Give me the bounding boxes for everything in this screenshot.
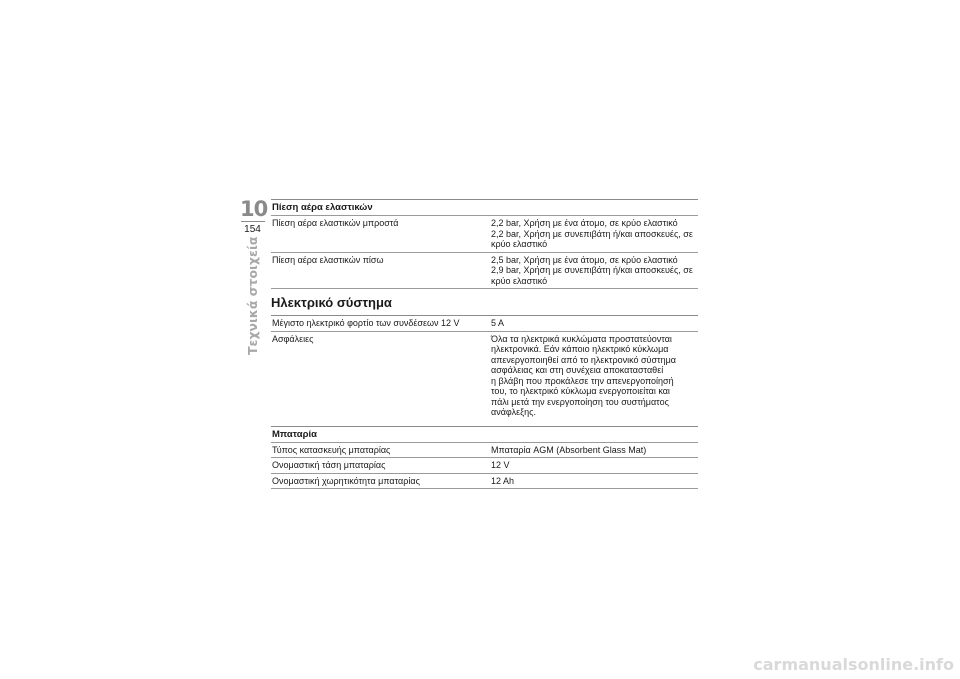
row-value [491,218,698,250]
row-label: Τύπος κατασκευής μπαταρίας [272,444,391,455]
table-row [271,443,698,458]
value-line: Όλα τα ηλεκτρικά κυκλώματα προστατεύονται [491,333,672,344]
page-number: 154 [244,224,261,235]
row-label: Πίεση αέρα ελαστικών πίσω [272,254,384,265]
table-row [271,332,698,420]
value-line: Μπαταρία AGM (Absorbent Glass Mat) [491,444,647,455]
value-line: του, το ηλεκτρικό κύκλωμα ενεργοποιείται και [491,386,670,396]
value-line: 2,2 bar, Χρήση με συνεπιβάτη ή/και αποσκευές, σε [491,228,693,239]
row-value [491,318,698,329]
chapter-side-title: Τεχνικά στοιχεία [245,236,260,355]
spec-content [271,199,698,489]
table-row [271,216,698,252]
row-label: Ασφάλειες [272,333,314,344]
value-line: 5 A [491,318,505,328]
value-line: 12 Ah [491,475,515,486]
row-label: Ονομαστική τάση μπαταρίας [272,460,386,470]
row-value [491,445,698,456]
table-row [271,316,698,331]
row-label: Μέγιστο ηλεκτρικό φορτίο των συνδέσεων 12 V [272,318,460,328]
site-watermark: carmanualsonline.info [753,655,954,674]
value-line: η βλάβη που προκάλεσε την απενεργοποίησή [491,375,674,386]
value-line: απενεργοποιηθεί από το ηλεκτρονικό σύστημα [491,354,676,365]
table-row [271,253,698,289]
value-line: 2,2 bar, Χρήση με ένα άτομο, σε κρύο ελαστικό [491,218,678,228]
value-line: κρύο ελαστικό [491,239,548,249]
row-value [491,476,698,487]
row-value [491,334,698,418]
value-line: ανάφλεξης. [491,407,536,417]
table-row [271,474,698,489]
value-line: 12 V [491,460,510,470]
chapter-number: 10 [240,197,268,221]
value-line: πάλι μετά την ενεργοποίηση του συστήματος [491,396,669,407]
value-line: ασφάλειας και στη συνέχεια αποκατασταθεί [491,365,664,375]
row-value [491,460,698,471]
table-rule [271,488,698,489]
row-label: Πίεση αέρα ελαστικών μπροστά [272,218,399,228]
table-row [271,458,698,473]
value-line: ηλεκτρονικά. Εάν κάποιο ηλεκτρικό κύκλωμα [491,344,669,354]
row-label: Ονομαστική χωρητικότητα μπαταρίας [272,475,420,486]
value-line: 2,9 bar, Χρήση με συνεπιβάτη ή/και αποσκευές, σε [491,265,693,275]
value-line: 2,5 bar, Χρήση με ένα άτομο, σε κρύο ελαστικό [491,254,678,265]
row-value [491,255,698,287]
battery-heading: Μπαταρία [272,428,317,440]
chapter-divider [241,221,265,222]
value-line: κρύο ελαστικό [491,275,548,286]
tire-pressure-heading: Πίεση αέρα ελαστικών [272,202,373,213]
electrical-section-title: Ηλεκτρικό σύστημα [271,295,392,310]
